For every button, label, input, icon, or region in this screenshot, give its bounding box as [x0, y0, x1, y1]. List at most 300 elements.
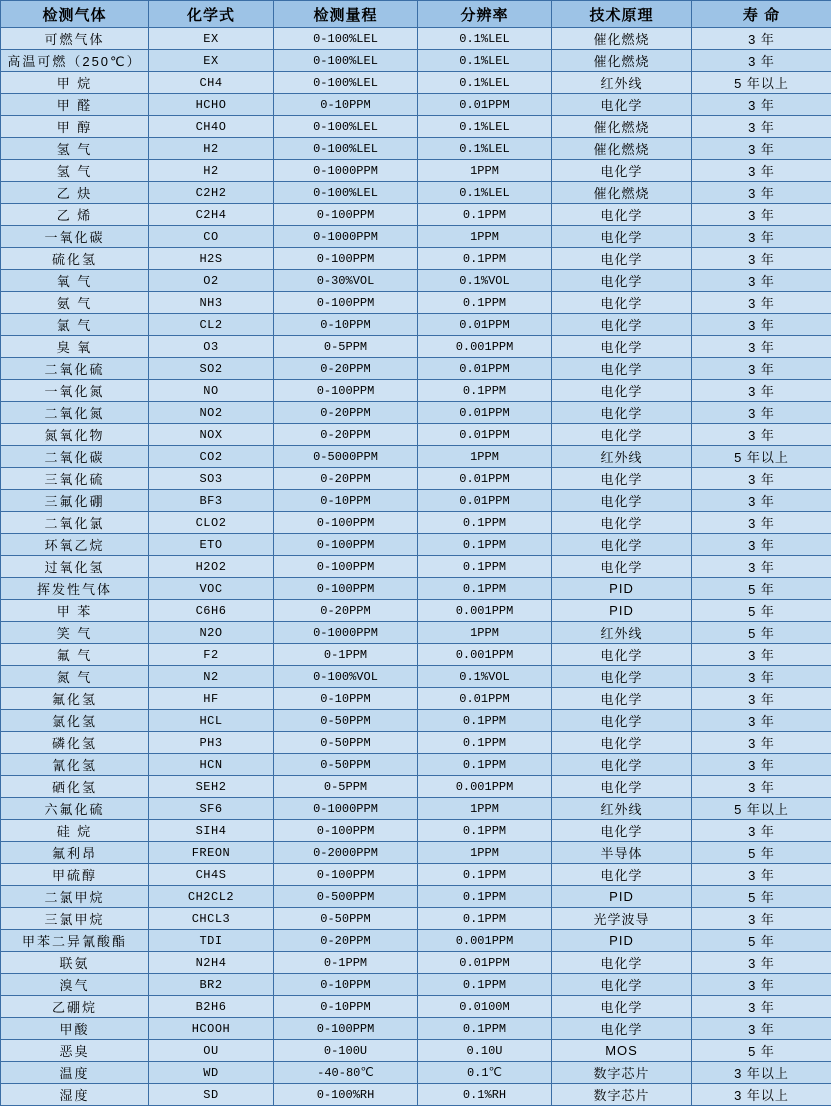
- cell-formula: N2: [149, 666, 274, 688]
- table-row: [1, 204, 831, 226]
- cell-life: 3 年: [692, 94, 831, 116]
- cell-resolution: 1PPM: [418, 226, 552, 248]
- table-body: [1, 28, 831, 1106]
- cell-formula: CH2CL2: [149, 886, 274, 908]
- cell-formula: TDI: [149, 930, 274, 952]
- cell-resolution: 0.1PPM: [418, 886, 552, 908]
- cell-life: 3 年: [692, 864, 831, 886]
- cell-principle: 红外线: [552, 798, 692, 820]
- column-header-formula: 化学式: [149, 1, 274, 28]
- table-row: [1, 468, 831, 490]
- cell-name: 六氟化硫: [1, 798, 149, 820]
- cell-range: 0-20PPM: [274, 402, 418, 424]
- cell-resolution: 0.0100M: [418, 996, 552, 1018]
- cell-name: 甲酸: [1, 1018, 149, 1040]
- cell-formula: CO: [149, 226, 274, 248]
- cell-range: 0-100PPM: [274, 578, 418, 600]
- cell-life: 5 年: [692, 600, 831, 622]
- cell-formula: HCN: [149, 754, 274, 776]
- cell-life: 5 年: [692, 578, 831, 600]
- table-row: [1, 776, 831, 798]
- cell-principle: 电化学: [552, 314, 692, 336]
- cell-life: 5 年: [692, 842, 831, 864]
- table-row: [1, 754, 831, 776]
- cell-name: 乙 烯: [1, 204, 149, 226]
- cell-life: 3 年: [692, 160, 831, 182]
- cell-principle: 催化燃烧: [552, 50, 692, 72]
- cell-range: 0-100%LEL: [274, 50, 418, 72]
- cell-principle: 电化学: [552, 248, 692, 270]
- table-row: [1, 28, 831, 50]
- cell-resolution: 1PPM: [418, 446, 552, 468]
- cell-formula: ETO: [149, 534, 274, 556]
- cell-resolution: 0.1%VOL: [418, 270, 552, 292]
- cell-formula: HF: [149, 688, 274, 710]
- cell-principle: 电化学: [552, 94, 692, 116]
- cell-life: 3 年: [692, 314, 831, 336]
- cell-resolution: 0.1PPM: [418, 864, 552, 886]
- table-row: [1, 1018, 831, 1040]
- cell-range: 0-20PPM: [274, 600, 418, 622]
- cell-name: 甲 苯: [1, 600, 149, 622]
- cell-name: 甲苯二异氰酸酯: [1, 930, 149, 952]
- cell-principle: 电化学: [552, 226, 692, 248]
- cell-principle: 电化学: [552, 864, 692, 886]
- table-row: [1, 380, 831, 402]
- cell-resolution: 0.01PPM: [418, 402, 552, 424]
- cell-life: 3 年: [692, 28, 831, 50]
- cell-principle: 数字芯片: [552, 1084, 692, 1106]
- cell-life: 3 年: [692, 1018, 831, 1040]
- cell-principle: 电化学: [552, 160, 692, 182]
- cell-formula: SIH4: [149, 820, 274, 842]
- cell-resolution: 0.01PPM: [418, 952, 552, 974]
- cell-formula: C2H4: [149, 204, 274, 226]
- cell-formula: NO: [149, 380, 274, 402]
- cell-name: 氢 气: [1, 160, 149, 182]
- cell-formula: H2: [149, 160, 274, 182]
- table-row: [1, 534, 831, 556]
- cell-life: 3 年: [692, 468, 831, 490]
- cell-formula: HCOOH: [149, 1018, 274, 1040]
- cell-principle: 电化学: [552, 556, 692, 578]
- cell-principle: PID: [552, 930, 692, 952]
- cell-life: 3 年: [692, 512, 831, 534]
- cell-formula: N2O: [149, 622, 274, 644]
- cell-principle: 电化学: [552, 754, 692, 776]
- cell-resolution: 0.1℃: [418, 1062, 552, 1084]
- cell-formula: O2: [149, 270, 274, 292]
- cell-principle: 电化学: [552, 512, 692, 534]
- cell-name: 二氯甲烷: [1, 886, 149, 908]
- cell-name: 二氧化碳: [1, 446, 149, 468]
- cell-range: 0-100PPM: [274, 512, 418, 534]
- cell-formula: HCHO: [149, 94, 274, 116]
- table-row: [1, 820, 831, 842]
- cell-life: 3 年: [692, 270, 831, 292]
- cell-range: 0-100PPM: [274, 380, 418, 402]
- cell-formula: B2H6: [149, 996, 274, 1018]
- cell-name: 硫化氢: [1, 248, 149, 270]
- cell-range: 0-100%RH: [274, 1084, 418, 1106]
- cell-name: 氯 气: [1, 314, 149, 336]
- cell-formula: NH3: [149, 292, 274, 314]
- table-row: [1, 996, 831, 1018]
- cell-resolution: 0.01PPM: [418, 358, 552, 380]
- cell-resolution: 0.001PPM: [418, 930, 552, 952]
- cell-name: 氨 气: [1, 292, 149, 314]
- cell-range: 0-100U: [274, 1040, 418, 1062]
- cell-resolution: 0.001PPM: [418, 600, 552, 622]
- cell-life: 3 年: [692, 688, 831, 710]
- table-row: [1, 798, 831, 820]
- cell-resolution: 0.1%VOL: [418, 666, 552, 688]
- cell-range: 0-100PPM: [274, 204, 418, 226]
- table-row: [1, 270, 831, 292]
- cell-principle: PID: [552, 886, 692, 908]
- cell-range: 0-100PPM: [274, 556, 418, 578]
- cell-resolution: 0.1%LEL: [418, 72, 552, 94]
- cell-principle: 电化学: [552, 974, 692, 996]
- table-row: [1, 974, 831, 996]
- cell-formula: EX: [149, 50, 274, 72]
- cell-formula: F2: [149, 644, 274, 666]
- cell-range: 0-50PPM: [274, 908, 418, 930]
- cell-range: 0-50PPM: [274, 754, 418, 776]
- cell-life: 3 年: [692, 424, 831, 446]
- cell-principle: 电化学: [552, 666, 692, 688]
- cell-name: 氯化氢: [1, 710, 149, 732]
- cell-range: 0-5PPM: [274, 776, 418, 798]
- cell-name: 联氨: [1, 952, 149, 974]
- cell-life: 3 年: [692, 732, 831, 754]
- cell-resolution: 0.01PPM: [418, 314, 552, 336]
- cell-formula: CH4: [149, 72, 274, 94]
- cell-range: 0-1000PPM: [274, 160, 418, 182]
- cell-life: 3 年: [692, 776, 831, 798]
- cell-name: 一氧化氮: [1, 380, 149, 402]
- table-row: [1, 116, 831, 138]
- cell-principle: 红外线: [552, 622, 692, 644]
- header-row: [1, 1, 831, 28]
- cell-name: 过氧化氢: [1, 556, 149, 578]
- cell-name: 硒化氢: [1, 776, 149, 798]
- cell-range: 0-100PPM: [274, 292, 418, 314]
- cell-range: 0-10PPM: [274, 996, 418, 1018]
- cell-resolution: 0.001PPM: [418, 776, 552, 798]
- cell-resolution: 0.1%LEL: [418, 28, 552, 50]
- cell-life: 3 年: [692, 490, 831, 512]
- cell-resolution: 0.1PPM: [418, 974, 552, 996]
- cell-life: 3 年: [692, 556, 831, 578]
- cell-life: 5 年: [692, 622, 831, 644]
- cell-resolution: 0.1PPM: [418, 512, 552, 534]
- cell-principle: PID: [552, 578, 692, 600]
- table-row: [1, 666, 831, 688]
- cell-formula: PH3: [149, 732, 274, 754]
- table-row: [1, 930, 831, 952]
- cell-principle: 电化学: [552, 952, 692, 974]
- table-row: [1, 160, 831, 182]
- cell-principle: 电化学: [552, 534, 692, 556]
- cell-name: 温度: [1, 1062, 149, 1084]
- table-row: [1, 578, 831, 600]
- cell-resolution: 0.1%LEL: [418, 138, 552, 160]
- cell-range: 0-100%VOL: [274, 666, 418, 688]
- cell-resolution: 1PPM: [418, 622, 552, 644]
- cell-life: 3 年: [692, 820, 831, 842]
- cell-life: 3 年以上: [692, 1062, 831, 1084]
- column-header-range: 检测量程: [274, 1, 418, 28]
- table-row: [1, 622, 831, 644]
- cell-resolution: 0.1PPM: [418, 908, 552, 930]
- cell-principle: 电化学: [552, 292, 692, 314]
- table-row: [1, 314, 831, 336]
- cell-resolution: 0.1PPM: [418, 732, 552, 754]
- cell-resolution: 1PPM: [418, 160, 552, 182]
- cell-resolution: 0.1PPM: [418, 248, 552, 270]
- cell-life: 3 年: [692, 666, 831, 688]
- cell-name: 笑 气: [1, 622, 149, 644]
- table-row: [1, 226, 831, 248]
- cell-principle: 电化学: [552, 644, 692, 666]
- table-row: [1, 358, 831, 380]
- cell-name: 高温可燃（250℃）: [1, 50, 149, 72]
- cell-life: 3 年: [692, 138, 831, 160]
- cell-name: 氧 气: [1, 270, 149, 292]
- table-row: [1, 50, 831, 72]
- cell-range: 0-100PPM: [274, 1018, 418, 1040]
- cell-principle: 电化学: [552, 776, 692, 798]
- cell-formula: FREON: [149, 842, 274, 864]
- cell-resolution: 0.1%LEL: [418, 182, 552, 204]
- cell-resolution: 0.001PPM: [418, 336, 552, 358]
- cell-life: 3 年: [692, 996, 831, 1018]
- cell-formula: CLO2: [149, 512, 274, 534]
- table-row: [1, 842, 831, 864]
- cell-resolution: 0.01PPM: [418, 94, 552, 116]
- cell-formula: H2: [149, 138, 274, 160]
- cell-name: 甲 烷: [1, 72, 149, 94]
- cell-life: 3 年: [692, 226, 831, 248]
- cell-formula: CH4S: [149, 864, 274, 886]
- cell-name: 臭 氧: [1, 336, 149, 358]
- cell-name: 硅 烷: [1, 820, 149, 842]
- cell-principle: 红外线: [552, 446, 692, 468]
- cell-resolution: 0.01PPM: [418, 424, 552, 446]
- cell-range: 0-10PPM: [274, 94, 418, 116]
- cell-range: 0-30%VOL: [274, 270, 418, 292]
- cell-name: 氟利昂: [1, 842, 149, 864]
- cell-principle: 电化学: [552, 490, 692, 512]
- cell-resolution: 0.01PPM: [418, 688, 552, 710]
- table-row: [1, 600, 831, 622]
- cell-range: 0-100PPM: [274, 248, 418, 270]
- cell-range: 0-1000PPM: [274, 226, 418, 248]
- cell-formula: CH4O: [149, 116, 274, 138]
- column-header-gas: 检测气体: [1, 1, 149, 28]
- cell-formula: H2S: [149, 248, 274, 270]
- table-row: [1, 402, 831, 424]
- table-row: [1, 138, 831, 160]
- cell-life: 5 年: [692, 930, 831, 952]
- cell-principle: 电化学: [552, 710, 692, 732]
- cell-range: 0-100%LEL: [274, 138, 418, 160]
- cell-range: 0-10PPM: [274, 490, 418, 512]
- cell-range: 0-100%LEL: [274, 72, 418, 94]
- cell-formula: H2O2: [149, 556, 274, 578]
- cell-life: 3 年: [692, 50, 831, 72]
- cell-life: 3 年: [692, 908, 831, 930]
- cell-principle: 催化燃烧: [552, 182, 692, 204]
- cell-range: 0-1PPM: [274, 952, 418, 974]
- cell-name: 乙硼烷: [1, 996, 149, 1018]
- cell-name: 二氧化氯: [1, 512, 149, 534]
- cell-name: 三氟化硼: [1, 490, 149, 512]
- cell-life: 3 年: [692, 292, 831, 314]
- cell-name: 一氧化碳: [1, 226, 149, 248]
- table-row: [1, 952, 831, 974]
- table-row: [1, 292, 831, 314]
- cell-life: 5 年: [692, 1040, 831, 1062]
- table-row: [1, 94, 831, 116]
- cell-range: 0-100%LEL: [274, 182, 418, 204]
- cell-principle: 光学波导: [552, 908, 692, 930]
- table-row: [1, 710, 831, 732]
- cell-name: 氰化氢: [1, 754, 149, 776]
- cell-resolution: 0.01PPM: [418, 468, 552, 490]
- cell-principle: 电化学: [552, 424, 692, 446]
- cell-formula: VOC: [149, 578, 274, 600]
- cell-resolution: 0.1PPM: [418, 578, 552, 600]
- cell-name: 氟 气: [1, 644, 149, 666]
- cell-range: 0-1000PPM: [274, 798, 418, 820]
- cell-resolution: 0.1PPM: [418, 380, 552, 402]
- cell-life: 3 年: [692, 402, 831, 424]
- cell-resolution: 0.1PPM: [418, 534, 552, 556]
- table-row: [1, 424, 831, 446]
- cell-formula: WD: [149, 1062, 274, 1084]
- cell-name: 氟化氢: [1, 688, 149, 710]
- cell-life: 3 年: [692, 534, 831, 556]
- cell-resolution: 0.1%RH: [418, 1084, 552, 1106]
- cell-name: 三氯甲烷: [1, 908, 149, 930]
- cell-name: 乙 炔: [1, 182, 149, 204]
- cell-range: 0-10PPM: [274, 974, 418, 996]
- table-row: [1, 1062, 831, 1084]
- cell-formula: NO2: [149, 402, 274, 424]
- cell-range: 0-50PPM: [274, 732, 418, 754]
- cell-name: 三氧化硫: [1, 468, 149, 490]
- cell-range: 0-100PPM: [274, 534, 418, 556]
- cell-resolution: 0.10U: [418, 1040, 552, 1062]
- cell-principle: 电化学: [552, 732, 692, 754]
- cell-formula: BF3: [149, 490, 274, 512]
- cell-resolution: 0.1PPM: [418, 556, 552, 578]
- cell-range: 0-5000PPM: [274, 446, 418, 468]
- cell-principle: PID: [552, 600, 692, 622]
- cell-name: 甲 醇: [1, 116, 149, 138]
- cell-life: 3 年: [692, 116, 831, 138]
- cell-name: 氮氧化物: [1, 424, 149, 446]
- cell-principle: 电化学: [552, 996, 692, 1018]
- cell-formula: NOX: [149, 424, 274, 446]
- cell-range: 0-100PPM: [274, 864, 418, 886]
- cell-principle: 电化学: [552, 402, 692, 424]
- cell-name: 环氧乙烷: [1, 534, 149, 556]
- cell-principle: 催化燃烧: [552, 116, 692, 138]
- cell-principle: 催化燃烧: [552, 138, 692, 160]
- cell-resolution: 0.1PPM: [418, 820, 552, 842]
- table-row: [1, 908, 831, 930]
- cell-resolution: 0.01PPM: [418, 490, 552, 512]
- cell-life: 3 年: [692, 336, 831, 358]
- cell-resolution: 1PPM: [418, 842, 552, 864]
- cell-principle: 电化学: [552, 270, 692, 292]
- cell-range: 0-5PPM: [274, 336, 418, 358]
- cell-principle: 电化学: [552, 380, 692, 402]
- cell-principle: 电化学: [552, 688, 692, 710]
- cell-principle: 电化学: [552, 1018, 692, 1040]
- cell-principle: 电化学: [552, 204, 692, 226]
- table-row: [1, 336, 831, 358]
- cell-name: 可燃气体: [1, 28, 149, 50]
- column-header-lifetime: 寿 命: [692, 1, 831, 28]
- cell-principle: 催化燃烧: [552, 28, 692, 50]
- cell-life: 5 年以上: [692, 446, 831, 468]
- cell-formula: EX: [149, 28, 274, 50]
- cell-formula: SD: [149, 1084, 274, 1106]
- column-header-principle: 技术原理: [552, 1, 692, 28]
- cell-formula: SEH2: [149, 776, 274, 798]
- cell-resolution: 0.001PPM: [418, 644, 552, 666]
- cell-life: 3 年以上: [692, 1084, 831, 1106]
- cell-formula: CHCL3: [149, 908, 274, 930]
- cell-life: 3 年: [692, 358, 831, 380]
- cell-principle: 电化学: [552, 468, 692, 490]
- cell-range: 0-10PPM: [274, 688, 418, 710]
- table-row: [1, 732, 831, 754]
- cell-formula: SF6: [149, 798, 274, 820]
- cell-principle: 红外线: [552, 72, 692, 94]
- table-row: [1, 886, 831, 908]
- cell-life: 3 年: [692, 248, 831, 270]
- table-row: [1, 864, 831, 886]
- cell-range: 0-20PPM: [274, 930, 418, 952]
- cell-name: 甲硫醇: [1, 864, 149, 886]
- cell-range: 0-20PPM: [274, 358, 418, 380]
- cell-principle: MOS: [552, 1040, 692, 1062]
- cell-range: 0-10PPM: [274, 314, 418, 336]
- cell-life: 3 年: [692, 754, 831, 776]
- table-row: [1, 248, 831, 270]
- cell-name: 湿度: [1, 1084, 149, 1106]
- cell-formula: CL2: [149, 314, 274, 336]
- table-row: [1, 556, 831, 578]
- cell-formula: O3: [149, 336, 274, 358]
- cell-resolution: 1PPM: [418, 798, 552, 820]
- cell-life: 3 年: [692, 974, 831, 996]
- table-row: [1, 490, 831, 512]
- cell-formula: C2H2: [149, 182, 274, 204]
- cell-principle: 半导体: [552, 842, 692, 864]
- cell-principle: 电化学: [552, 336, 692, 358]
- cell-life: 3 年: [692, 182, 831, 204]
- cell-resolution: 0.1PPM: [418, 754, 552, 776]
- cell-name: 甲 醛: [1, 94, 149, 116]
- cell-formula: SO3: [149, 468, 274, 490]
- cell-name: 二氧化硫: [1, 358, 149, 380]
